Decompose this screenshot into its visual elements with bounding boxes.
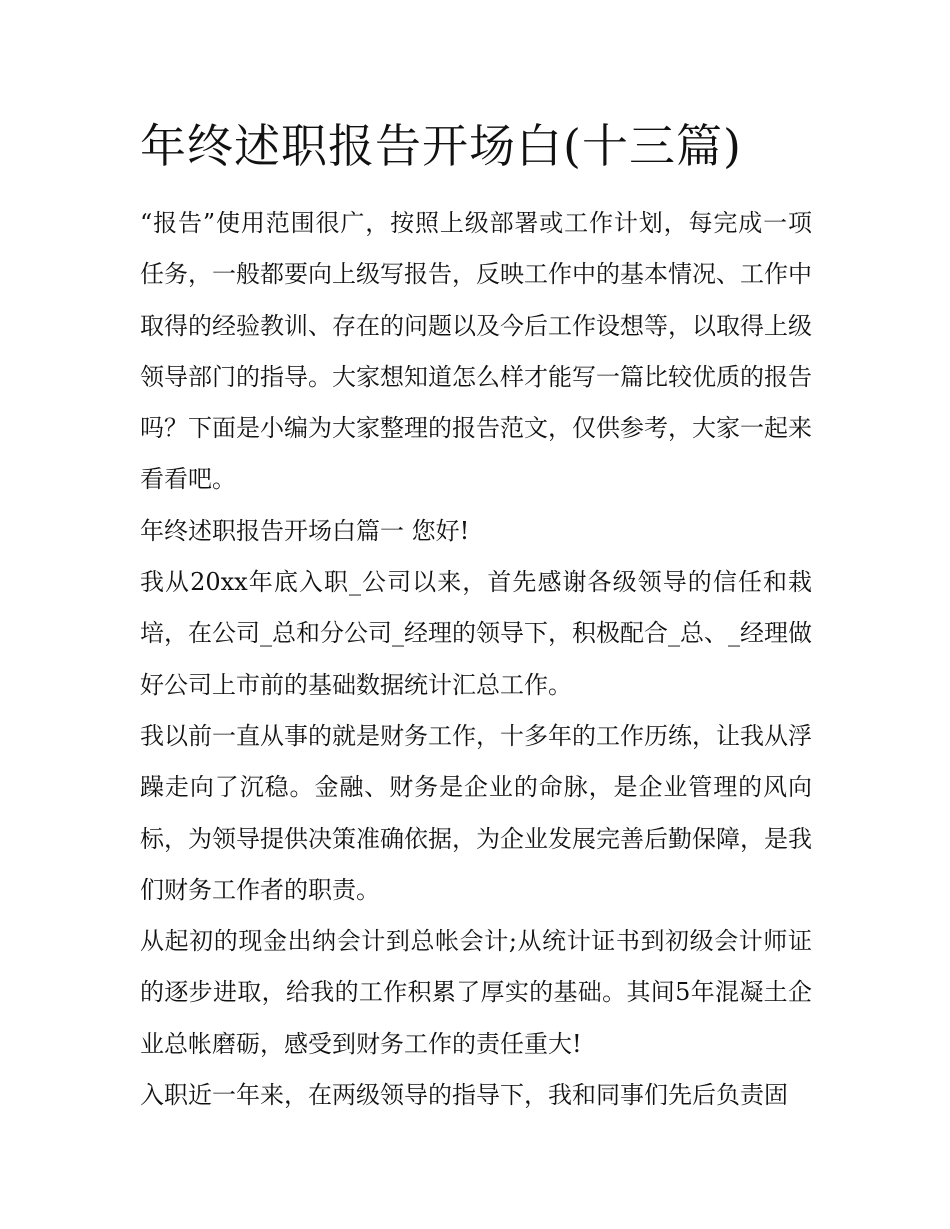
intro-paragraph: “报告”使用范围很广，按照上级部署或工作计划，每完成一项任务，一般都要向上级写报告，反映工作中的基本情况、工作中取得的经验教训、存在的问题以及今后工作设想等，以取得上级领导部门的指导。大家想知道怎么样才能写一篇比较优质的报告吗？下面是小编为大家整理的报告范文，仅供参考，大家一起来看看吧。 [140,209,812,494]
section-heading-paragraph: 年终述职报告开场白篇一 您好! [140,516,470,545]
body-paragraph: 我以前一直从事的就是财务工作，十多年的工作历练，让我从浮躁走向了沉稳。金融、财务是企业的命脉，是企业管理的风向标，为领导提供决策准确依据，为企业发展完善后勤保障，是我们财务工作者的职责。 [140,721,812,904]
body-paragraph: 入职近一年来，在两级领导的指导下，我和同事们先后负责固 [140,1081,788,1110]
document-page [140,108,812,1121]
body-paragraph: 从起初的现金出纳会计到总帐会计;从统计证书到初级会计师证的逐步进取，给我的工作积累了厚实的基础。其间5年混凝土企业总帐磨砺，感受到财务工作的责任重大! [140,927,812,1058]
document-title: 年终述职报告开场白(十三篇) [140,119,742,173]
body-paragraph: 我从20xx年底入职_公司以来，首先感谢各级领导的信任和栽培，在公司_总和分公司_经理的领导下，积极配合_总、_经理做好公司上市前的基础数据统计汇总工作。 [140,568,812,699]
